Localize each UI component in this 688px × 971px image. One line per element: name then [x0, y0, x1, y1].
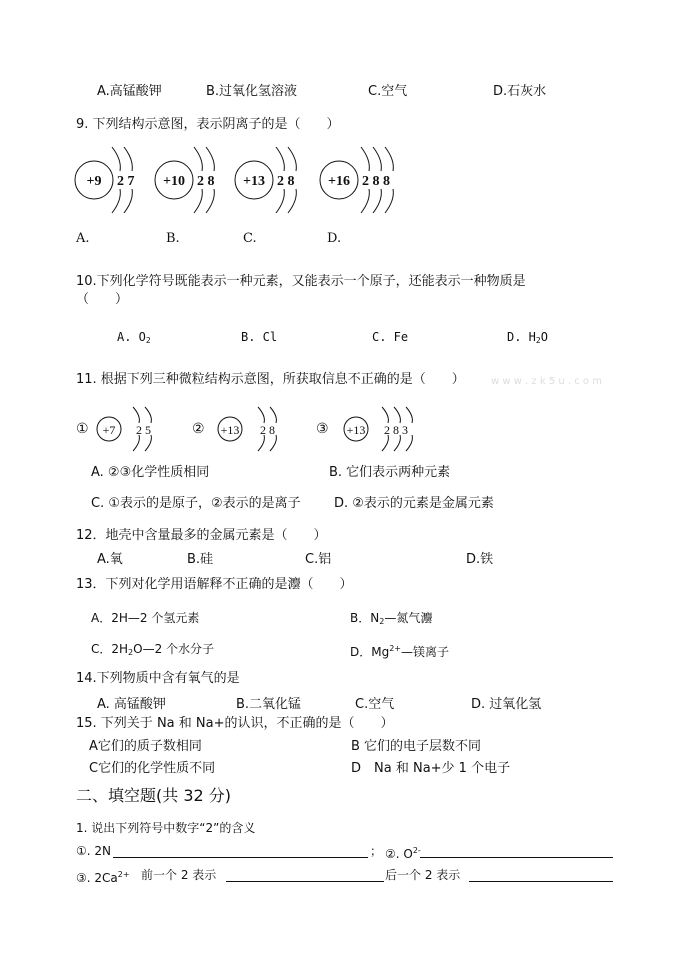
q12-option-d: D.铁	[466, 552, 494, 567]
nucleus-charge: +13	[243, 174, 265, 189]
q12-stem: 12．地壳中含量最多的金属元素是（ ）	[76, 528, 327, 543]
q8-option-a: A.高锰酸钾	[97, 84, 162, 99]
q11-atom-diagram-3	[316, 404, 426, 454]
q14-option-c: C.空气	[355, 697, 395, 712]
q10-option-a: A. $O_2$	[117, 330, 151, 345]
fill1-item-3-second-label: 后一个 2 表示	[385, 868, 461, 882]
fill1-item-3: ③. $2Ca^{2+}$	[76, 870, 130, 885]
q11-option-d: D. ②表示的元素是金属元素	[334, 496, 494, 511]
q14-option-b: B.二氧化锰	[236, 697, 302, 712]
q15-option-b: B 它们的电子层数不同	[351, 739, 482, 754]
q9-atom-diagram-4	[317, 143, 417, 217]
q10-option-d: D. $H_2O$	[507, 330, 548, 345]
answer-blank-1[interactable]	[113, 857, 368, 858]
q13-option-b: B．$N_2—$氮气灋	[350, 611, 433, 626]
q13-option-d: D．$Mg^{2+}—$镁离子	[350, 644, 450, 659]
q11-atom-diagram-2	[192, 404, 292, 454]
q9-stem: 9. 下列结构示意图，表示阴离子的是（ ）	[76, 117, 340, 132]
q9-option-a: A.	[76, 231, 90, 246]
answer-blank-3[interactable]	[226, 881, 384, 882]
q15-stem: 15. 下列关于 Na 和 Na+的认识，不正确的是（ ）	[76, 716, 394, 731]
q13-option-c: C．$2H_2O—2$ 个水分子	[91, 642, 215, 657]
q8-option-c: C.空气	[368, 84, 408, 99]
electron-shells: 2 8	[197, 174, 215, 189]
fill1-item-2: ②. $O^{2-}$	[385, 846, 421, 861]
q11-option-b: B. 它们表示两种元素	[329, 465, 451, 480]
electron-shells: 2 8 8	[362, 174, 390, 189]
fill1-stem: 1. 说出下列符号中数字“2”的含义	[76, 821, 256, 835]
nucleus-charge: +10	[163, 174, 185, 189]
q12-option-b: B.硅	[187, 552, 214, 567]
semicolon: ；	[370, 844, 383, 858]
q9-atom-diagram-2	[152, 143, 232, 217]
electron-shells: 2 8 3	[384, 423, 408, 437]
q15-option-d: D Na 和 Na+少 1 个电子	[351, 761, 511, 776]
q10-stem: 10.下列化学符号既能表示一种元素，又能表示一个原子，还能表示一种物质是	[76, 274, 526, 289]
q8-option-b: B.过氧化氢溶液	[206, 84, 298, 99]
q13-stem: 13．下列对化学用语解释不正确的是灋（ ）	[76, 577, 353, 592]
q11-option-c: C. ①表示的是原子，②表示的是离子	[91, 496, 301, 511]
electron-shells: 2 7	[117, 174, 135, 189]
q12-option-a: A.氧	[97, 552, 123, 567]
q9-atom-diagram-1	[72, 143, 152, 217]
q12-option-c: C.铝	[305, 552, 332, 567]
fill1-item-3-first-label: 前一个 2 表示	[141, 868, 217, 882]
q14-stem: 14.下列物质中含有氧气的是	[76, 671, 240, 686]
diagram-label: ②	[192, 422, 205, 437]
q9-atom-diagram-3	[232, 143, 312, 217]
electron-shells: 2 8	[277, 174, 295, 189]
q10-option-c: C. Fe	[372, 330, 409, 344]
q14-option-a: A. 高锰酸钾	[97, 697, 166, 712]
watermark: w w w . z k 5 u . c o m	[491, 376, 602, 387]
nucleus-charge: +13	[346, 423, 366, 437]
q15-option-c: C它们的化学性质不同	[89, 761, 216, 776]
q11-stem: 11. 根据下列三种微粒结构示意图，所获取信息不正确的是（ ）	[76, 372, 465, 387]
q10-option-b: B. Cl	[241, 330, 278, 344]
answer-blank-2[interactable]	[420, 857, 613, 858]
q13-option-a: A．2H—2 个氢元素	[91, 611, 200, 625]
diagram-label: ①	[76, 422, 89, 437]
fill1-item-1: ①. 2N	[76, 844, 111, 858]
nucleus-charge: +13	[220, 423, 240, 437]
q15-option-a: A它们的质子数相同	[89, 739, 202, 754]
nucleus-charge: +7	[102, 423, 116, 437]
answer-blank-4[interactable]	[469, 881, 613, 882]
q10-paren: （ ）	[76, 292, 129, 307]
diagram-label: ③	[316, 422, 329, 437]
electron-shells: 2 8	[260, 423, 275, 437]
section-title: 二、填空题(共 32 分)	[76, 786, 232, 805]
q8-option-d: D.石灰水	[493, 84, 547, 99]
q14-option-d: D. 过氧化氢	[471, 697, 542, 712]
electron-shells: 2 5	[136, 423, 151, 437]
q11-option-a: A. ②③化学性质相同	[91, 465, 210, 480]
q11-atom-diagram-1	[76, 404, 176, 454]
nucleus-charge: +16	[328, 174, 350, 189]
q9-option-d: D.	[327, 231, 342, 246]
nucleus-charge: +9	[86, 174, 102, 189]
q9-option-c: C.	[243, 231, 257, 246]
q9-option-b: B.	[166, 231, 180, 246]
